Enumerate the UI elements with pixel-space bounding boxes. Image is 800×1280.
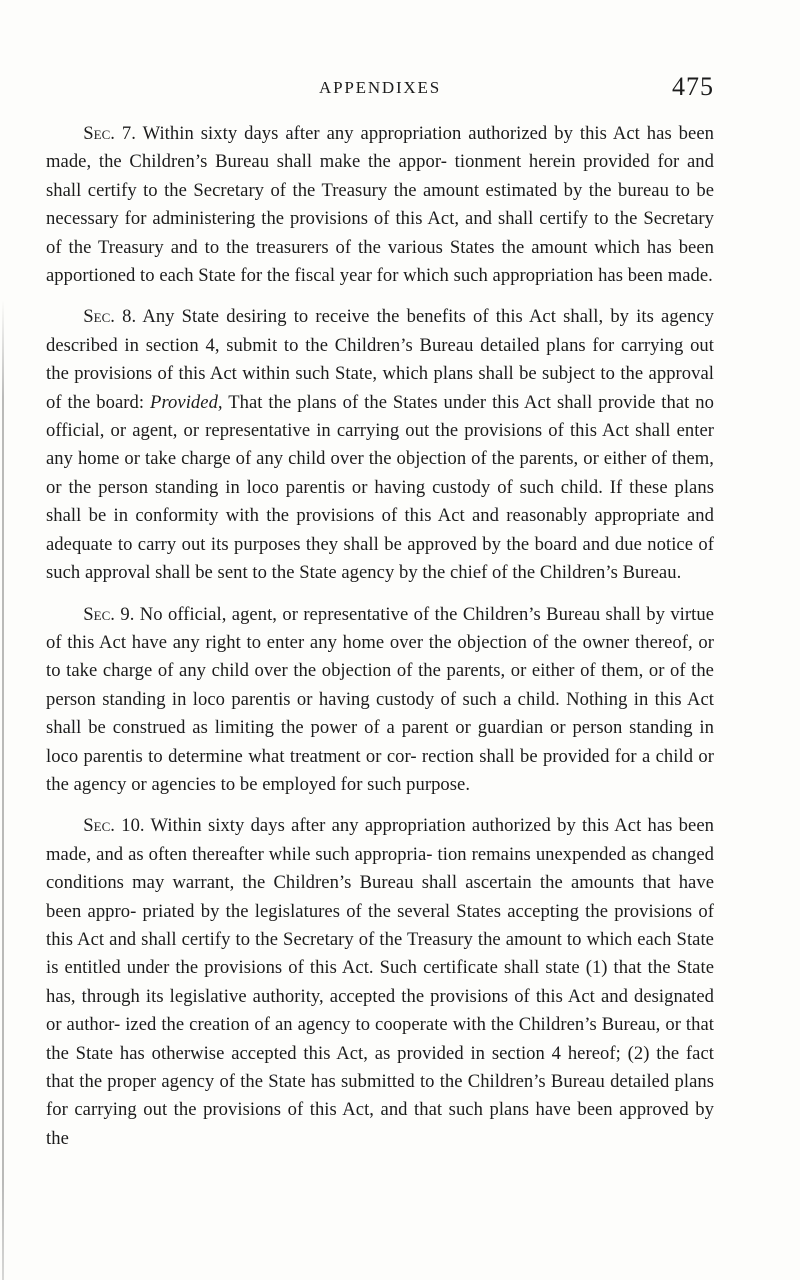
- section-text: Any State desiring to receive the benefits of this Act shall, by its agency described in section 4, submit to the Children’s Bureau detailed plans for carrying out the provisions of this Act within such State, which plans shall be subject to the approval of the board:: [46, 306, 714, 413]
- section-10: [46, 812, 714, 1153]
- running-header: [46, 62, 714, 106]
- page-number: 475: [672, 72, 714, 101]
- section-7: [46, 120, 714, 290]
- section-8: [46, 303, 714, 587]
- section-label: Sec. 7.: [83, 123, 136, 144]
- section-label: Sec. 8.: [83, 306, 137, 328]
- page-edge-shadow: [2, 300, 4, 1280]
- section-label: Sec. 10.: [83, 815, 145, 837]
- section-text-continued: That the plans of the States under this Act shall provide that no official, or agent, or representative in carrying out the provisions of this Act shall enter any home or take charge of any child over the objection of the parents, or either of them, or the person standing in loco parentis or having custody of such child. If these plans shall be in conformity with the provisions of this Act and reasonably appropriate and adequate to carry out its purposes they shall be approved by the board and due notice of such approval shall be sent to the State agency by the chief of the Children’s Bureau.: [46, 391, 715, 584]
- section-text: No official, agent, or representative of the Children’s Bureau shall by virtue of this Act have any right to enter any home over the objection of the owner thereof, or to take charge of any child over the objection of the parents, or either of them, or of the person standing in loco parentis or having custody of such a child. Nothing in this Act shall be construed as limiting the power of a parent or guardian or person standing in loco parentis to determine what treatment or cor- rection shall be provided for a child or the agency or agencies to be employed for such purpose.: [46, 603, 714, 795]
- section-9: [46, 601, 714, 800]
- book-page: [46, 62, 714, 1262]
- running-title: APPENDIXES: [319, 78, 441, 97]
- section-label: Sec. 9.: [83, 603, 135, 625]
- section-text: Within sixty days after any appropriation authorized by this Act has been made, the Children’s Bureau shall make the appor- tionment herein provided for and shall certify to the Secretary of the Treasury the amount estimated by the bureau to be necessary for administering the provisions of this Act, and shall certify to the Secretary of the Treasury and to the treasurers of the various States the amount which has been apportioned to each State for the fiscal year for which such appropriation has been made.: [46, 123, 714, 287]
- section-text: Within sixty days after any appropriation authorized by this Act has been made, and as often thereafter while such appropria- tion remains unexpended as changed conditions may warrant, the Children’s Bureau shall ascertain the amounts that have been appro- priated by the legislatures of the several States accepting the provisions of this Act and shall certify to the Secretary of the Treasury the amount to which each State is entitled under the provisions of this Act. Such certificate shall state (1) that the State has, through its legislative authority, accepted the provisions of this Act and designated or author- ized the creation of an agency to cooperate with the Children’s Bureau, or that the State has otherwise accepted this Act, as provided in section 4 hereof; (2) the fact that the proper agency of the State has submitted to the Children’s Bureau detailed plans for carrying out the provisions of this Act, and that such plans have been approved by the: [46, 815, 714, 1149]
- provided-italic: Provided,: [150, 391, 223, 413]
